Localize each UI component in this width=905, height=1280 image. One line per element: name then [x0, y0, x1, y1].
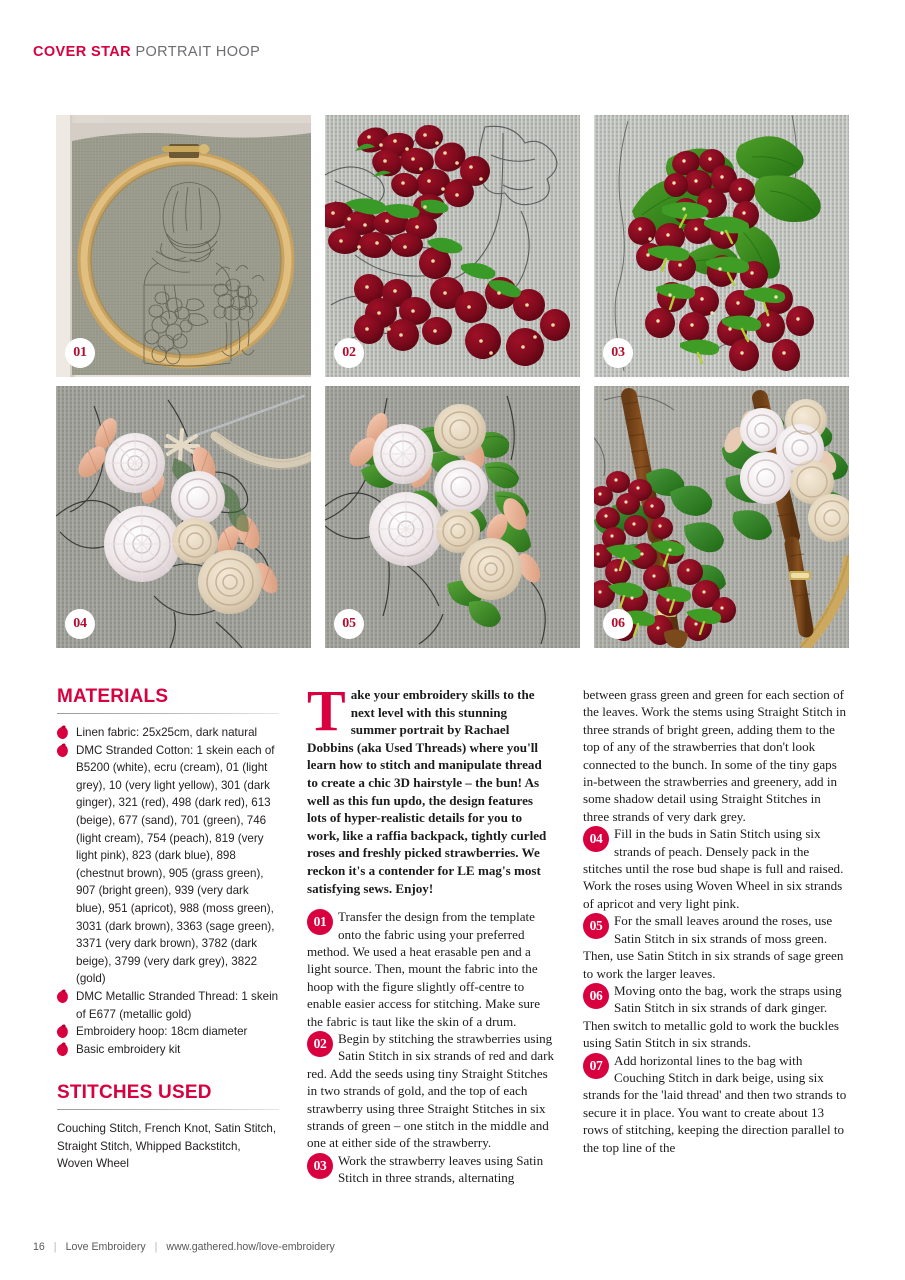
step-06 — [583, 982, 849, 1052]
strawberry-bullet-icon — [56, 743, 70, 757]
list-item — [57, 742, 279, 988]
stitches-body: Couching Stitch, French Knot, Satin Stitch, Straight Stitch, Whipped Backstitch, Woven Wheel — [57, 1122, 277, 1171]
materials-rule — [57, 713, 279, 714]
photo-06[interactable] — [594, 386, 849, 648]
step-text: Add horizontal lines to the bag with Couching Stitch in dark beige, using six strands for the 'laid thread' and then two strands to secure it in place. You want to create about 13 rows of stitching, keeping the direction parallel to the top line of the — [583, 1052, 847, 1155]
intro-paragraph — [307, 678, 555, 897]
step-number-badge: 06 — [583, 983, 609, 1009]
step-text: Fill in the buds in Satin Stitch using six strands of peach. Densely pack in the stitches until the rose bud shape is full and raised. Work the roses using Woven Wheel in six strands of apricot and very light pink. — [583, 826, 844, 911]
materials-section — [57, 686, 279, 1058]
footer-divider: | — [154, 1241, 158, 1253]
photo-badge: 03 — [603, 338, 633, 368]
photo-05[interactable] — [325, 386, 580, 648]
step-04 — [583, 825, 849, 912]
photo-01-image — [56, 115, 311, 377]
material-text: Embroidery hoop: 18cm diameter — [76, 1025, 248, 1039]
list-item — [57, 724, 279, 742]
page-header — [33, 44, 260, 60]
strawberry-bullet-icon — [56, 1025, 70, 1039]
material-text: DMC Metallic Stranded Thread: 1 skein of E677 (metallic gold) — [76, 989, 279, 1021]
material-text: DMC Stranded Cotton: 1 skein each of B5200 (white), ecru (cream), 01 (light grey), 10 (very light yellow), 301 (dark ginger), 321 (red), 498 (dark red), 613 (beige), 677 (sand), 701 (green), 746 (light cream), 754 (peach), 819 (very light pink), 823 (dark blue), 898 (chestnut brown), 905 (grass green), 907 (bright green), 939 (very dark blue), 951 (apricot), 988 (moss green), 3031 (dark brown), 3363 (sage green), 3371 (very dark brown), 3782 (dark beige), 3799 (very dark grey), 3822 (gold) — [76, 743, 275, 986]
drop-cap: T — [307, 678, 346, 743]
list-item — [57, 1041, 279, 1059]
column-middle — [307, 678, 555, 1187]
photo-06-image — [594, 386, 849, 648]
stitches-heading: STITCHES USED — [57, 1082, 212, 1104]
column-left — [57, 686, 279, 1187]
step-03-continuation: between grass green and green for each section of the leaves. Work the stems using Straight Stitch in three strands of bright green, adding them to the top of any of the strawberries that don't look connected to the bunch. In some of the tiny gaps in-between the strawberries and greenery, add in some shadow detail using Straight Stitches in three strands of very dark grey. — [583, 687, 847, 824]
step-number-badge: 01 — [307, 909, 333, 935]
magazine-url[interactable]: www.gathered.how/love-embroidery — [166, 1241, 335, 1253]
step-number-badge: 03 — [307, 1153, 333, 1179]
photo-02[interactable] — [325, 115, 580, 377]
photo-04-image — [56, 386, 311, 648]
strawberry-bullet-icon — [56, 1043, 70, 1057]
footer-divider: | — [53, 1241, 57, 1253]
step-number-badge: 02 — [307, 1031, 333, 1057]
step-number-badge: 07 — [583, 1053, 609, 1079]
photo-badge: 06 — [603, 609, 633, 639]
step-text: Transfer the design from the template onto the fabric using your preferred method. We used a heat erasable pen and a light source. Then, mount the fabric into the hoop with the figure slightly off-centre to enable easier access for stitching. Make sure the fabric is taut like the skin of a drum. — [307, 909, 541, 1029]
step-number-badge: 04 — [583, 826, 609, 852]
materials-list — [57, 724, 279, 1058]
page-footer — [33, 1241, 335, 1253]
photo-02-image — [325, 115, 580, 377]
list-item — [57, 1023, 279, 1041]
article-columns — [57, 678, 849, 1187]
photo-badge: 04 — [65, 609, 95, 639]
intro-text: ake your embroidery skills to the next level with this stunning summer portrait by Rachael Dobbins (aka Used Threads) where you'll learn how to stitch and manipulate thread to create a chic 3D hairstyle – the bun! As well as this fun updo, the design features lots of hyper-realistic details for you to work, like a raffia backpack, tightly curled roses and freshly picked strawberries. We reckon it's a contender for LE mag's most satisfying sews. Enjoy! — [307, 687, 547, 896]
material-text: Linen fabric: 25x25cm, dark natural — [76, 726, 258, 739]
step-07 — [583, 1052, 849, 1156]
step-text: Work the strawberry leaves using Satin Stitch in three strands, alternating — [338, 1152, 544, 1186]
strawberry-bullet-icon — [56, 990, 70, 1004]
step-number-badge: 05 — [583, 913, 609, 939]
page-header-rest: PORTRAIT HOOP — [135, 44, 261, 60]
photo-04[interactable] — [56, 386, 311, 648]
step-text: For the small leaves around the roses, use Satin Stitch in six strands of moss green. Then, use Satin Stitch in six strands of sage green to work the larger leaves. — [583, 913, 844, 981]
material-text: Basic embroidery kit — [76, 1042, 181, 1056]
materials-heading: MATERIALS — [57, 686, 169, 707]
step-05 — [583, 912, 849, 982]
page-number: 16 — [33, 1241, 45, 1253]
step-03 — [307, 1152, 555, 1187]
step-01 — [307, 908, 555, 1030]
photo-badge: 02 — [334, 338, 364, 368]
stitches-rule — [57, 1109, 279, 1110]
photo-grid — [56, 115, 849, 648]
page-header-strong: COVER STAR — [33, 44, 131, 60]
photo-badge: 05 — [334, 609, 364, 639]
magazine-name: Love Embroidery — [65, 1241, 146, 1253]
step-text: Moving onto the bag, work the straps using Satin Stitch in six strands of dark ginger. Then switch to metallic gold to work the buckles using Satin Stitch in six strands. — [583, 982, 842, 1051]
photo-03[interactable] — [594, 115, 849, 377]
photo-01[interactable] — [56, 115, 311, 377]
photo-badge: 01 — [65, 338, 95, 368]
strawberry-bullet-icon — [56, 726, 70, 740]
step-text: Begin by stitching the strawberries using Satin Stitch in six strands of red and dark red. Add the seeds using tiny Straight Stitches in two strands of gold, and the top of each strawberry using three Straight Stitches in six strands of green – one stitch in the middle and one at either side of the strawberry. — [307, 1030, 555, 1151]
stitches-section — [57, 1082, 279, 1173]
photo-05-image — [325, 386, 580, 648]
column-right — [583, 686, 849, 1187]
list-item — [57, 988, 279, 1023]
step-02 — [307, 1030, 555, 1152]
photo-03-image — [594, 115, 849, 377]
